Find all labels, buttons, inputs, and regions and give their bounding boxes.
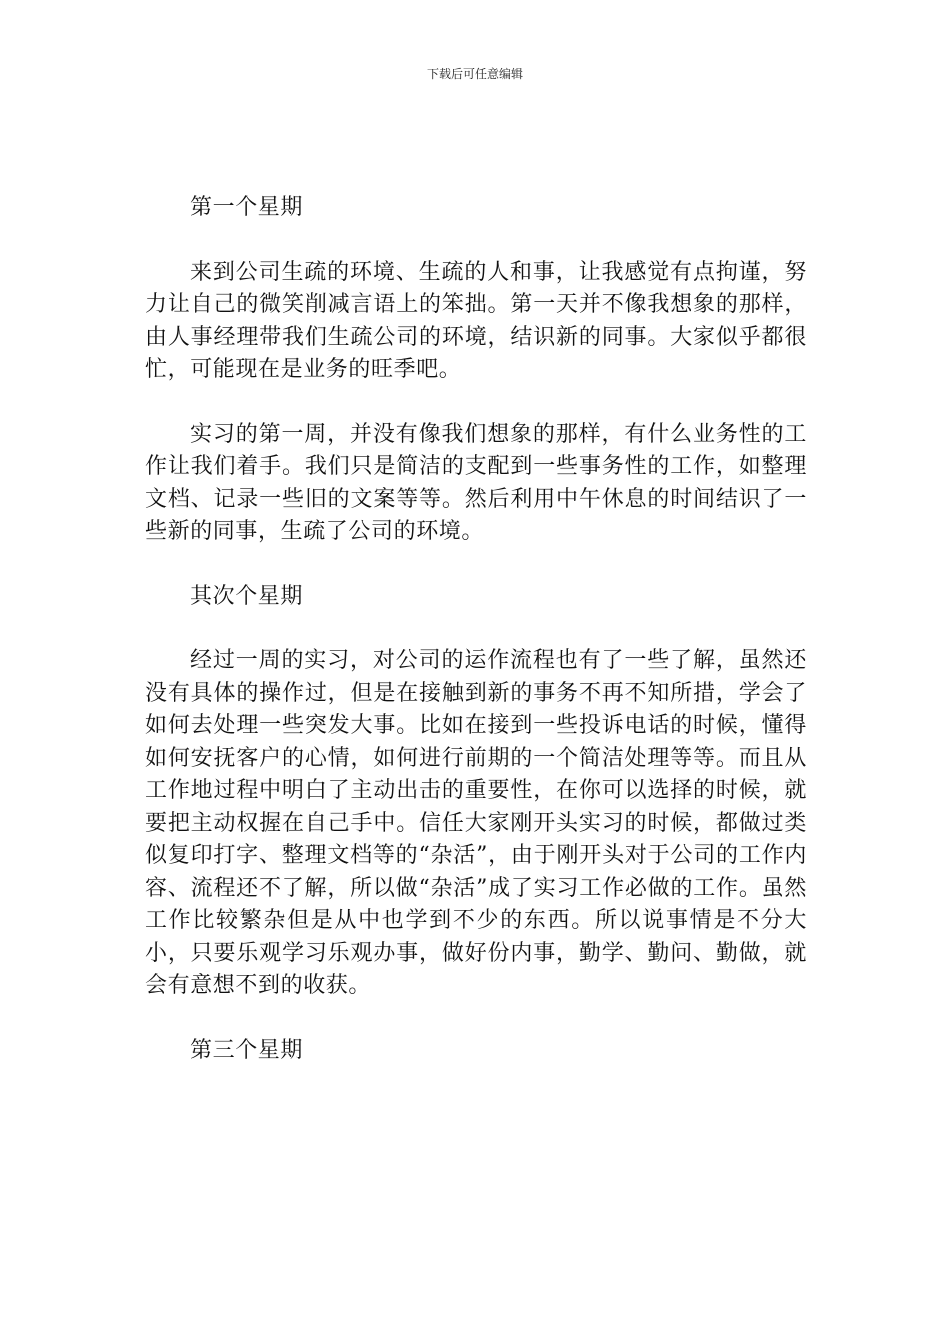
document-body — [145, 192, 807, 1099]
page-header-note: 下载后可任意编辑 — [426, 67, 523, 81]
section-heading-week-3: 第三个星期 — [190, 1037, 304, 1063]
paragraph-week-1-first: 来到公司生疏的环境、生疏的人和事，让我感觉有点拘谨，努力让自己的微笑削减言语上的笨拙。第一天并不像我想象的那样，由人事经理带我们生疏公司的环境，结识新的同事。大家似乎都很忙，可能现在是业务的旺季吧。 — [145, 259, 807, 382]
paragraph-week-1-second: 实习的第一周，并没有像我们想象的那样，有什么业务性的工作让我们着手。我们只是简洁的支配到一些事务性的工作，如整理文档、记录一些旧的文案等等。然后利用中午休息的时间结识了一些新的同事，生疏了公司的环境。 — [145, 421, 807, 544]
section-heading-week-1: 第一个星期 — [190, 195, 304, 220]
section-heading-week-2: 其次个星期 — [190, 583, 304, 609]
paragraph-week-2: 经过一周的实习，对公司的运作流程也有了一些了解，虽然还没有具体的操作过，但是在接触到新的事务不再不知所措，学会了如何去处理一些突发大事。比如在接到一些投诉电话的时候，懂得如何安抚客户的心情，如何进行前期的一个简洁处理等等。而且从工作地过程中明白了主动出击的重要性，在你可以选择的时候，就要把主动权握在自己手中。信任大家刚开头实习的时候，都做过类似复印打字、整理文档等的“杂活”，由于刚开头对于公司的工作内容、流程还不了解，所以做“杂活”成了实习工作必做的工作。虽然工作比较繁杂但是从中也学到不少的东西。所以说事情是不分大小，只要乐观学习乐观办事，做好份内事，勤学、勤问、勤做，就会有意想不到的收获。 — [145, 648, 807, 998]
